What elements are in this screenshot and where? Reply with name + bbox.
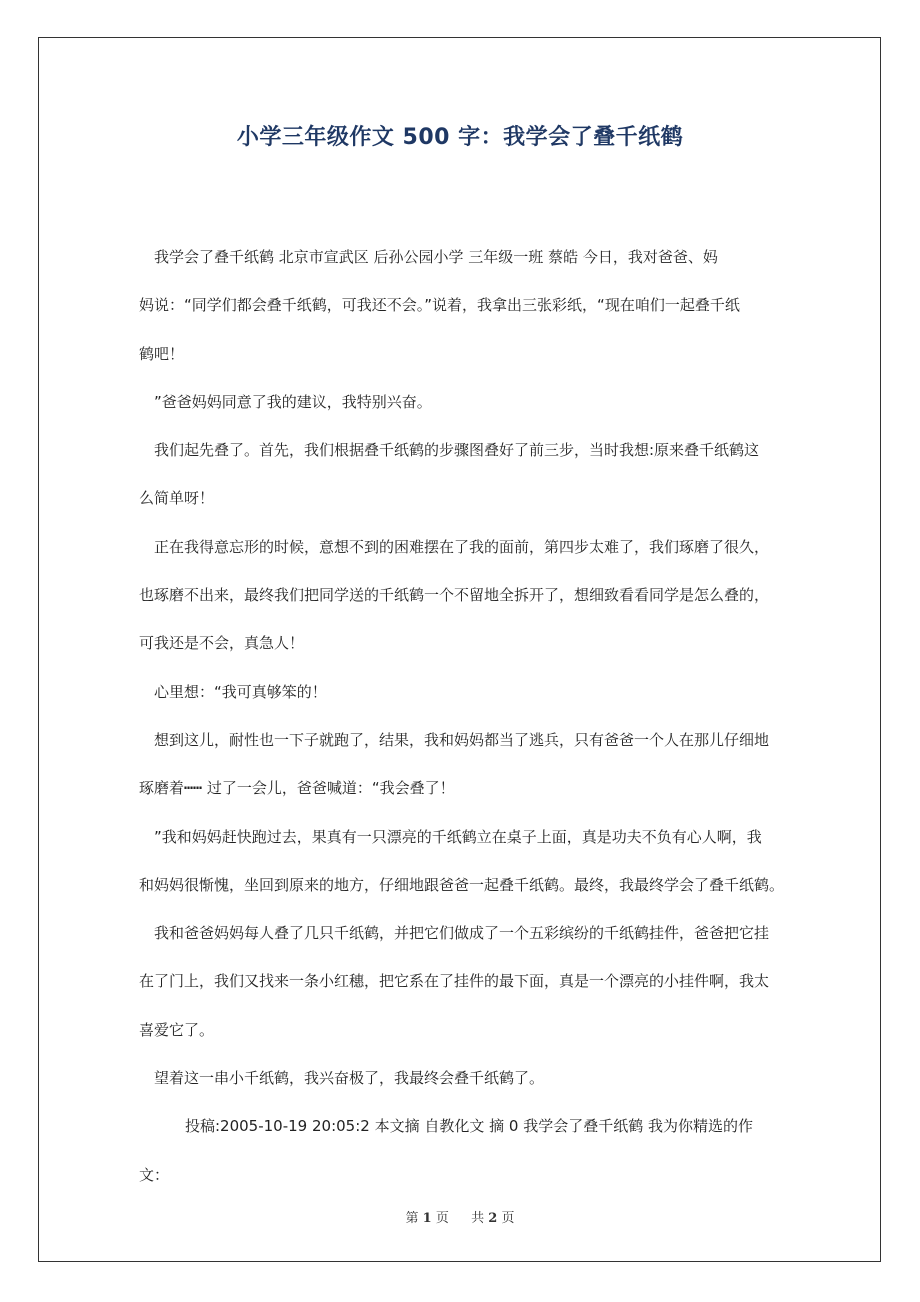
paragraph-3 (139, 426, 799, 474)
text-line: 鹤吧！ (139, 344, 185, 363)
total-prefix: 共 (471, 1211, 485, 1226)
text-line: 我们起先叠了。首先，我们根据叠千纸鹤的步骤图叠好了前三步，当时我想:原来叠千纸鹤这 (154, 441, 760, 460)
text-line: 正在我得意忘形的时候，意想不到的困难摆在了我的面前，第四步太难了，我们琢磨了很久， (154, 537, 770, 556)
paragraph-8 (139, 909, 799, 957)
paragraph-1-cont (139, 281, 799, 378)
text-line: 也琢磨不出来，最终我们把同学送的千纸鹤一个不留地全拆开了，想细致看看同学是怎么叠的， (139, 586, 770, 605)
text-line: 可我还是不会，真急人！ (139, 634, 305, 653)
paragraph-7-cont (139, 861, 799, 909)
text-line: 我和爸爸妈妈每人叠了几只千纸鹤，并把它们做成了一个五彩缤纷的千纸鹤挂件，爸爸把它挂 (154, 924, 770, 943)
page-suffix: 页 (435, 1211, 449, 1226)
paragraph-7 (139, 813, 799, 861)
text-line: 琢磨着┅┅ 过了一会儿，爸爸喊道：“我会叠了！ (139, 779, 455, 798)
paragraph-6-cont (139, 764, 799, 812)
page-total: 2 (488, 1211, 498, 1226)
paragraph-10-cont (139, 1151, 799, 1199)
paragraph-4-cont (139, 571, 799, 668)
document-title: 小学三年级作文 500 字：我学会了叠千纸鹤 (236, 125, 684, 150)
text-line: 我学会了叠千纸鹤 北京市宣武区 后孙公园小学 三年级一班 蔡皓 今日，我对爸爸、妈 (154, 248, 718, 266)
text-line: ”我和妈妈赶快跑过去，果真有一只漂亮的千纸鹤立在桌子上面，真是功夫不负有心人啊，我 (154, 827, 762, 846)
page-footer (0, 1207, 920, 1226)
document-body (139, 233, 799, 1199)
text-line: 望着这一串小千纸鹤，我兴奋极了，我最终会叠千纸鹤了。 (154, 1069, 545, 1088)
paragraph-10 (139, 1102, 799, 1150)
paragraph-5 (139, 668, 799, 716)
text-line: 心里想：“我可真够笨的！ (154, 682, 327, 701)
paragraph-3-cont (139, 474, 799, 522)
paragraph-8-cont (139, 957, 799, 1054)
paragraph-4 (139, 523, 799, 571)
total-suffix: 页 (501, 1211, 515, 1226)
paragraph-6 (139, 716, 799, 764)
text-line: 投稿:2005-10-19 20:05:2 本文摘 自教化文 摘 0 我学会了叠千纸鹤 我为你精选的作 (185, 1117, 753, 1136)
text-line: 么简单呀！ (139, 489, 215, 508)
paragraph-2 (139, 378, 799, 426)
page-prefix: 第 (405, 1211, 419, 1226)
text-line: 喜爱它了。 (139, 1020, 215, 1039)
text-line: 在了门上，我们又找来一条小红穗，把它系在了挂件的最下面，真是一个漂亮的小挂件啊，我太 (139, 972, 770, 991)
page-number: 1 (422, 1211, 432, 1226)
paragraph-9 (139, 1054, 799, 1102)
text-line: 文： (139, 1165, 170, 1184)
text-line: ”爸爸妈妈同意了我的建议，我特别兴奋。 (154, 392, 432, 411)
text-line: 妈说：“同学们都会叠千纸鹤，可我还不会。”说着，我拿出三张彩纸，“现在咱们一起叠千纸 (139, 296, 740, 315)
text-line: 想到这儿，耐性也一下子就跑了，结果，我和妈妈都当了逃兵，只有爸爸一个人在那儿仔细地 (154, 730, 770, 749)
text-line: 和妈妈很惭愧，坐回到原来的地方，仔细地跟爸爸一起叠千纸鹤。最终，我最终学会了叠千纸鹤。 (139, 875, 785, 894)
paragraph-1 (139, 233, 799, 281)
